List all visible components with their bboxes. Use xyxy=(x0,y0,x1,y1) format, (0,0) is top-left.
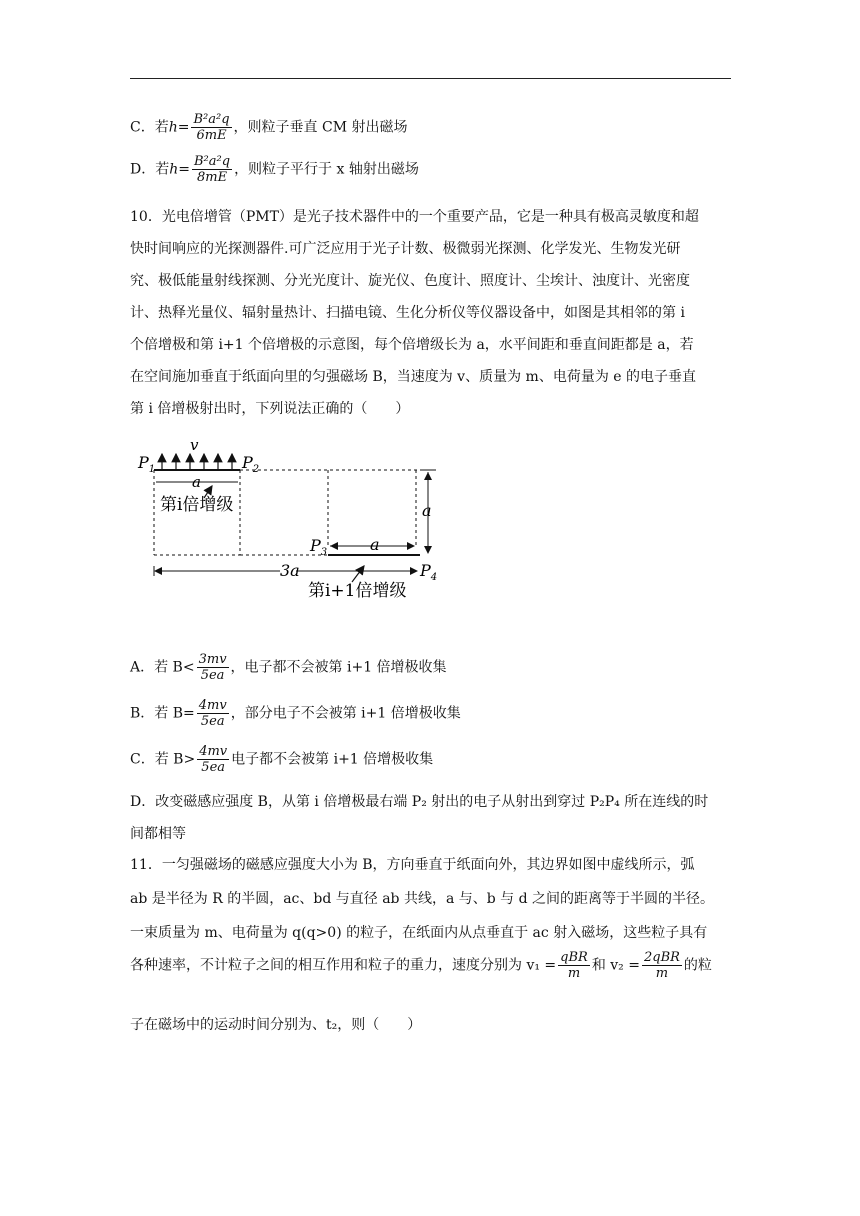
question-11-speeds: 各种速率，不计粒子之间的相互作用和粒子的重力，速度分别为 v₁ = $\frac{\text{qBR}}{m}$ 和 v₂ = $\frac{\text{2qBR}}{m}$ 的粒 xyxy=(130,950,712,981)
pmt-diagram xyxy=(130,430,460,610)
option-a: A．若 B< $\frac{3mv}{5ea}$ ，电子都不会被第 i+1 倍增极收集 xyxy=(130,652,447,683)
option-c-prev: C．若h= $\frac{\text{B²a²q}}{6mE}$ ，则粒子垂直 CM 射出磁场 xyxy=(130,112,408,143)
p1-label: $P_1$ xyxy=(138,453,156,475)
pointer-i1 xyxy=(352,566,364,582)
a-top-label: a xyxy=(192,473,201,491)
fraction: $\frac{\text{2qBR}}{m}$ xyxy=(643,950,680,981)
dynode-i1-label: 第i+1倍增级 xyxy=(308,581,407,601)
fraction: $\frac{3mv}{5ea}$ xyxy=(198,652,227,683)
header-rule xyxy=(130,78,731,79)
fraction: $\frac{4mv}{5ea}$ xyxy=(198,698,227,729)
a-mid-label: a xyxy=(370,535,380,554)
question-10-text: 10．光电倍增管（PMT）是光子技术器件中的一个重要产品，它是一种具有极高灵敏度和超 快时间响应的光探测器件.可广泛应用于光子计数、极微弱光探测、化学发光、生物发光研 究、极低能量射线探测、分光光度计、旋光仪、色度计、照度计、尘埃计、浊度计、光密度 计、热释光量仪、辐射量热计、扫描电镜、生化分析仪等仪器设备中，如图是其相邻的第 i 个倍增极和第 i+1 个倍增极的示意图，每个倍增级长为 a，水平间距和垂直间距都是 a，若 在空间施加垂直于纸面向里的匀强磁场 B，当速度为 v、质量为 m、电荷量为 e 的电子垂直 第 i 倍增极射出时，下列说法正确的（ ） xyxy=(130,209,699,417)
p2-label: $P_2$ xyxy=(242,453,260,475)
option-c: C．若 B> $\frac{4mv}{5ea}$ 电子都不会被第 i+1 倍增极收集 xyxy=(130,744,434,775)
velocity-arrows xyxy=(162,454,232,470)
p3-label: $P_3$ xyxy=(310,536,328,558)
a-right-label: a xyxy=(422,501,432,520)
fraction: $\frac{\text{qBR}}{m}$ xyxy=(560,950,588,981)
p4-label: $P_4$ xyxy=(420,561,438,583)
option-b: B．若 B= $\frac{4mv}{5ea}$ ，部分电子不会被第 i+1 倍增极收集 xyxy=(130,698,461,729)
fraction: $\frac{4mv}{5ea}$ xyxy=(199,744,228,775)
option-d: D．改变磁感应强度 B，从第 i 倍增极最右端 P₂ 射出的电子从射出到穿过 P₂P₄ 所在连线的时 间都相等 xyxy=(130,794,709,842)
option-d-prev: D．若h= $\frac{\text{B²a²q}}{8mE}$ ，则粒子平行于 x 轴射出磁场 xyxy=(130,154,419,185)
question-11-text: 11．一匀强磁场的磁感应强度大小为 B，方向垂直于纸面向外，其边界如图中虚线所示，弧 ab 是半径为 R 的半圆，ac、bd 与直径 ab 共线，a 与、b 与 d 之间的距离等于半圆的半径。 一束质量为 m、电荷量为 q(q>0) 的粒子，在纸面内从点垂直于 ac 射入磁场，这些粒子具有 xyxy=(130,857,715,941)
three-a-label: 3a xyxy=(280,561,300,580)
question-11-last: 子在磁场中的运动时间分别为、t₂，则（ ） xyxy=(130,1017,422,1033)
fraction: $\frac{\text{B²a²q}}{8mE}$ xyxy=(194,154,231,185)
dynode-i-label: 第i倍增级 xyxy=(160,495,234,515)
velocity-label: v xyxy=(190,436,199,454)
fraction: $\frac{\text{B²a²q}}{6mE}$ xyxy=(193,112,230,143)
